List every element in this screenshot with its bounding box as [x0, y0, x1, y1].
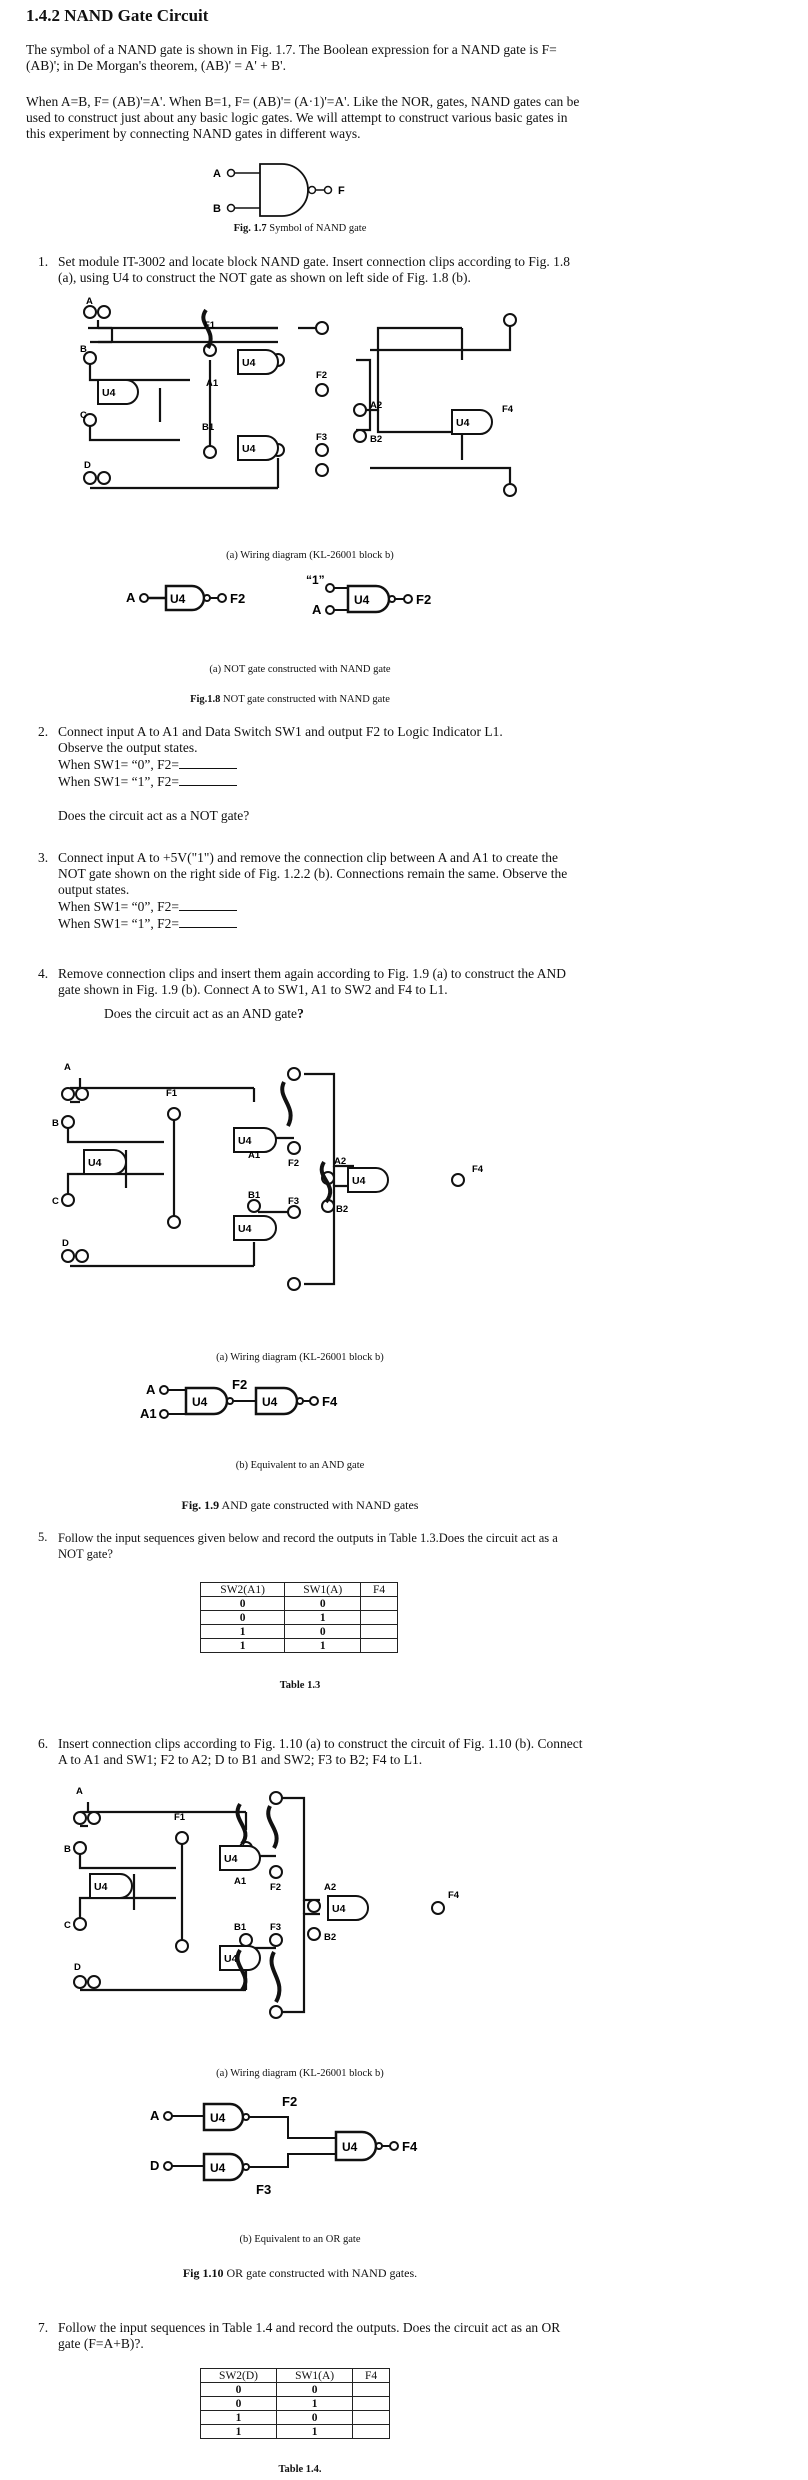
- fig19-caption-label: Fig. 1.9: [181, 1498, 220, 1512]
- intro-paragraph-1: The symbol of a NAND gate is shown in Fig. 1.7. The Boolean expression for a NAND gate is F= (AB)'; in De Morgan's theorem, (AB)' = A' + B'.: [26, 42, 557, 73]
- nand-symbol-input-a: A: [213, 168, 221, 180]
- fig110-caption-label: Fig 1.10: [182, 2266, 224, 2280]
- fig110-eq-input-d: D: [150, 2158, 160, 2173]
- fig110-eq-f4: F4: [402, 2139, 418, 2154]
- step-3: [38, 850, 586, 930]
- table-header: F4: [361, 1583, 398, 1597]
- table-header: F4: [353, 2369, 390, 2383]
- step-4-question: Does the circuit act as an AND gate: [104, 1006, 298, 1021]
- table-header: SW2(A1): [201, 1583, 285, 1597]
- table-cell-f4[interactable]: [361, 1611, 398, 1625]
- fig19-label-a2: A2: [334, 1156, 347, 1167]
- step-2-line-3: When SW1= “0”, F2=: [58, 757, 179, 772]
- table-header: SW2(D): [201, 2369, 277, 2383]
- table-cell-f4[interactable]: [353, 2383, 390, 2397]
- fig19-label-a1: A1: [248, 1150, 261, 1161]
- fig110-label-f3: F3: [270, 1922, 282, 1933]
- fig18-u4-right: U4: [456, 417, 470, 429]
- fig19-label-b: B: [52, 1118, 59, 1129]
- fig19-eq-u4-second: U4: [262, 1395, 278, 1409]
- fig18-label-d: D: [84, 460, 91, 471]
- step-6-number: 6.: [38, 1736, 49, 1751]
- table-1-4-caption: Table 1.4.: [278, 2464, 322, 2475]
- fig19-u4-right: U4: [352, 1175, 366, 1187]
- nand-symbol-figure: [210, 160, 390, 220]
- fig18-u4-left: U4: [102, 387, 116, 399]
- fig110-caption: [120, 2266, 480, 2281]
- answer-blank[interactable]: [179, 898, 237, 911]
- step-1-number: 1.: [38, 254, 49, 269]
- fig18-label-b: B: [80, 344, 87, 355]
- step-7-number: 7.: [38, 2320, 49, 2335]
- table-cell: 1: [201, 1625, 285, 1639]
- fig18-not-u4-right: U4: [354, 593, 370, 607]
- fig18-sub-caption: (a) NOT gate constructed with NAND gate: [209, 664, 391, 675]
- fig19-label-f3: F3: [288, 1196, 300, 1207]
- fig18-label-a2: A2: [370, 400, 383, 411]
- fig110-caption-text: OR gate constructed with NAND gates.: [223, 2266, 418, 2280]
- fig110-sub-caption: (b) Equivalent to an OR gate: [239, 2234, 361, 2245]
- table-cell-f4[interactable]: [361, 1597, 398, 1611]
- fig18-label-c: C: [80, 410, 87, 421]
- step-2: [38, 724, 586, 834]
- fig19-eq-input-a: A: [146, 1382, 156, 1397]
- table-cell-f4[interactable]: [361, 1639, 398, 1653]
- step-2-line-1: Connect input A to A1 and Data Switch SW1 and output F2 to Logic Indicator L1.: [58, 724, 503, 739]
- table-row: [201, 2383, 390, 2397]
- fig18-label-f3: F3: [316, 432, 328, 443]
- fig18-wiring-caption: (a) Wiring diagram (KL-26001 block b): [226, 550, 394, 561]
- fig19-wiring-diagram: [52, 1062, 558, 1306]
- table-cell: 1: [285, 1639, 361, 1653]
- table-row: [201, 1611, 398, 1625]
- fig17-caption-label: Fig. 1.7: [233, 223, 267, 234]
- intro-paragraph-2: When A=B, F= (AB)'=A'. When B=1, F= (AB)'= (A·1)'=A'. Like the NOR, gates, NAND gates can be used to construct just about any basic logic gates. We will attempt to construct various basic gates in this experiment by connecting NAND gates in different ways.: [26, 94, 580, 141]
- fig18-const-one-label: “1”: [306, 573, 325, 587]
- table-header: SW1(A): [285, 1583, 361, 1597]
- fig110-u4-left: U4: [94, 1881, 108, 1893]
- fig110-label-b: B: [64, 1844, 71, 1855]
- fig18-u4-top: U4: [242, 357, 256, 369]
- fig110-label-b2: B2: [324, 1932, 337, 1943]
- fig19-label-b2: B2: [336, 1204, 349, 1215]
- step-5-number: 5.: [38, 1530, 48, 1544]
- fig110-u4-bottom: U4: [224, 1953, 238, 1965]
- fig19-label-c: C: [52, 1196, 59, 1207]
- fig19-caption-text: AND gate constructed with NAND gates: [219, 1498, 419, 1512]
- fig19-u4-bottom: U4: [238, 1223, 252, 1235]
- fig19-label-f2: F2: [288, 1158, 300, 1169]
- table-cell-f4[interactable]: [361, 1625, 398, 1639]
- table-row: [201, 1625, 398, 1639]
- fig19-caption: [120, 1498, 480, 1513]
- fig110-eq-f3: F3: [256, 2182, 272, 2197]
- step-1-text: Set module IT-3002 and locate block NAND gate. Insert connection clips according to Fig. 1.8 (a), using U4 to construct the NOT gate as shown on left side of Fig. 1.8 (b).: [58, 254, 571, 285]
- table-cell: 1: [277, 2397, 353, 2411]
- table-row: [201, 2397, 390, 2411]
- fig110-label-f1: F1: [174, 1812, 186, 1823]
- fig110-label-c: C: [64, 1920, 71, 1931]
- fig110-wiring-caption: (a) Wiring diagram (KL-26001 block b): [216, 2068, 384, 2079]
- step-4-question-mark: ?: [297, 1006, 304, 1021]
- table-1-3-caption: Table 1.3: [279, 1680, 321, 1691]
- fig18-label-a1: A1: [206, 378, 219, 389]
- fig18-not-input-a: A: [126, 590, 136, 605]
- fig110-u4-right: U4: [332, 1903, 346, 1915]
- table-row: [201, 2425, 390, 2439]
- step-7: [38, 2320, 586, 2354]
- fig18-label-b1: B1: [202, 422, 215, 433]
- fig17-caption: [200, 223, 400, 234]
- step-2-line-2: Observe the output states.: [58, 740, 198, 755]
- fig18-caption-text: NOT gate constructed with NAND gate: [220, 694, 390, 705]
- fig110-label-a1: A1: [234, 1876, 247, 1887]
- fig18-not-output-f2-left: F2: [230, 591, 246, 606]
- step-6-text: Insert connection clips according to Fig. 1.10 (a) to construct the circuit of Fig. 1.10 (b). Connect A to A1 and SW1; F2 to A2; D to B1 and SW2; F3 to B2; F4 to L1.: [58, 1736, 583, 1767]
- table-cell-f4[interactable]: [353, 2425, 390, 2439]
- fig18-caption: [140, 694, 440, 705]
- fig110-u4-top: U4: [224, 1853, 238, 1865]
- fig18-wiring-diagram: [70, 296, 590, 520]
- fig18-not-input-a-right: A: [312, 602, 322, 617]
- fig19-sub-caption: (b) Equivalent to an AND gate: [235, 1460, 365, 1471]
- step-7-text: Follow the input sequences in Table 1.4 and record the outputs. Does the circuit act as an OR gate (F=A+B)?.: [58, 2320, 561, 2351]
- fig19-wiring-caption: (a) Wiring diagram (KL-26001 block b): [216, 1352, 384, 1363]
- table-cell: 0: [277, 2383, 353, 2397]
- table-cell: 0: [277, 2411, 353, 2425]
- step-3-line-4: When SW1= “1”, F2=: [58, 916, 179, 931]
- nand-symbol-output-f: F: [338, 185, 345, 197]
- table-row: [201, 1639, 398, 1653]
- fig110-eq-u4-third: U4: [342, 2140, 358, 2154]
- fig19-label-b1: B1: [248, 1190, 261, 1201]
- fig19-and-equivalent: [136, 1376, 436, 1426]
- fig19-label-f4: F4: [472, 1164, 484, 1175]
- step-2-line-4: When SW1= “1”, F2=: [58, 774, 179, 789]
- fig110-label-f4: F4: [448, 1890, 460, 1901]
- fig18-u4-bottom: U4: [242, 443, 256, 455]
- fig110-label-a: A: [76, 1786, 83, 1797]
- table-cell-f4[interactable]: [353, 2411, 390, 2425]
- table-cell: 0: [201, 1611, 285, 1625]
- step-5: [38, 1530, 586, 1564]
- step-2-number: 2.: [38, 724, 49, 739]
- fig110-eq-u4-first: U4: [210, 2111, 226, 2125]
- table-cell: 1: [201, 2411, 277, 2425]
- table-cell: 0: [201, 1597, 285, 1611]
- step-4-text: Remove connection clips and insert them again according to Fig. 1.9 (a) to construct the AND gate shown in Fig. 1.9 (b). Connect A to SW1, A1 to SW2 and F4 to L1.: [58, 966, 566, 997]
- table-header: SW1(A): [277, 2369, 353, 2383]
- nand-gate-body: [260, 164, 308, 216]
- step-4-number: 4.: [38, 966, 49, 981]
- fig19-eq-f4: F4: [322, 1394, 338, 1409]
- table-cell: 1: [277, 2425, 353, 2439]
- fig110-label-d: D: [74, 1962, 81, 1973]
- fig110-label-b1: B1: [234, 1922, 247, 1933]
- fig18-caption-label: Fig.1.8: [190, 694, 221, 705]
- fig110-eq-input-a: A: [150, 2108, 160, 2123]
- fig18-not-gate-equivalents: [120, 573, 480, 626]
- fig19-eq-input-a1: A1: [140, 1406, 157, 1421]
- table-cell-f4[interactable]: [353, 2397, 390, 2411]
- fig110-or-equivalent: [150, 2094, 470, 2204]
- section-heading: 1.4.2 NAND Gate Circuit: [26, 6, 209, 25]
- step-3-number: 3.: [38, 850, 49, 865]
- fig19-label-f1: F1: [166, 1088, 178, 1099]
- fig18-label-f1: F1: [204, 320, 216, 331]
- fig18-label-f2: F2: [316, 370, 328, 381]
- fig19-label-d: D: [62, 1238, 69, 1249]
- answer-blank[interactable]: [179, 756, 237, 769]
- table-1-4: [200, 2368, 390, 2439]
- step-3-text: Connect input A to +5V("1") and remove the connection clip between A and A1 to create the NOT gate shown on the right side of Fig. 1.2.2 (b). Connections remain the same. Observe the output states.: [58, 850, 568, 897]
- table-cell: 0: [201, 2383, 277, 2397]
- step-5-text: Follow the input sequences given below and record the outputs in Table 1.3.Does the circuit act as a NOT gate?: [58, 1531, 558, 1561]
- fig18-label-b2: B2: [370, 434, 383, 445]
- table-cell: 1: [201, 2425, 277, 2439]
- fig19-u4-left: U4: [88, 1157, 102, 1169]
- nand-symbol-input-b: B: [213, 203, 221, 215]
- step-1: [38, 254, 586, 294]
- fig18-label-f4: F4: [502, 404, 514, 415]
- table-cell: 0: [201, 2397, 277, 2411]
- fig17-caption-text: Symbol of NAND gate: [266, 223, 367, 234]
- table-1-3: [200, 1582, 398, 1653]
- step-3-line-3: When SW1= “0”, F2=: [58, 899, 179, 914]
- step-6: [38, 1736, 586, 1770]
- fig110-label-f2: F2: [270, 1882, 282, 1893]
- fig18-not-u4-left: U4: [170, 592, 186, 606]
- fig110-wiring-diagram: [64, 1786, 570, 2030]
- table-cell: 0: [285, 1625, 361, 1639]
- table-cell: 0: [285, 1597, 361, 1611]
- fig110-eq-u4-second: U4: [210, 2161, 226, 2175]
- table-cell: 1: [285, 1611, 361, 1625]
- table-row: [201, 2411, 390, 2425]
- fig19-u4-top: U4: [238, 1135, 252, 1147]
- fig110-eq-f2: F2: [282, 2094, 298, 2109]
- fig19-eq-f2: F2: [232, 1377, 248, 1392]
- fig19-label-a: A: [64, 1062, 71, 1073]
- fig19-eq-u4-first: U4: [192, 1395, 208, 1409]
- step-4: [38, 966, 586, 1026]
- answer-blank[interactable]: [179, 915, 237, 928]
- fig18-label-a: A: [86, 296, 93, 307]
- step-2-question: Does the circuit act as a NOT gate?: [58, 808, 250, 823]
- fig18-not-output-f2-right: F2: [416, 592, 432, 607]
- table-row: [201, 1597, 398, 1611]
- fig110-label-a2: A2: [324, 1882, 337, 1893]
- table-cell: 1: [201, 1639, 285, 1653]
- answer-blank[interactable]: [179, 773, 237, 786]
